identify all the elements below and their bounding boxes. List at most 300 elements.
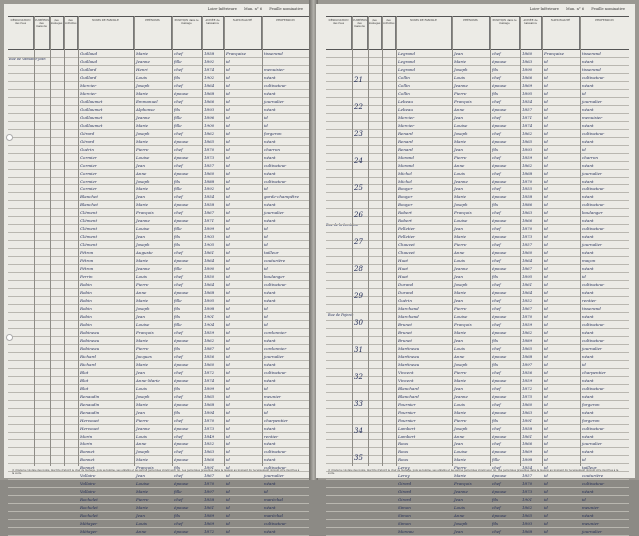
cell-prof: néant	[582, 409, 594, 415]
cell-prof: cultivateur	[264, 465, 287, 471]
cell-prof: cultivateur	[582, 226, 605, 232]
cell-prenom: Louise	[136, 321, 150, 327]
col-house-number: NUMÉROS des maisons	[352, 17, 368, 49]
cell-nom: Chauvet	[398, 250, 415, 256]
cell-nat: id	[544, 497, 548, 503]
table-row	[8, 154, 309, 162]
cell-annee: 1904	[204, 321, 215, 327]
cell-nat: id	[226, 385, 230, 391]
running-head-mun: Mun. n° 6	[244, 7, 263, 11]
cell-nat: id	[226, 465, 230, 471]
table-row	[8, 321, 309, 329]
cell-prof: néant	[582, 513, 594, 519]
cell-prenom: Pierre	[454, 154, 467, 160]
cell-nom: Richard	[80, 361, 96, 367]
cell-nat: id	[226, 90, 230, 96]
cell-nom: Cormier	[80, 178, 97, 184]
cell-prenom: Joseph	[454, 130, 468, 136]
cell-nom: Morand	[398, 154, 414, 160]
cell-nom: Renard	[398, 138, 413, 144]
right-street-note-2: Rue de Pojenis	[328, 313, 354, 317]
cell-nom: Bouyer	[398, 202, 413, 208]
cell-pos: épouse	[492, 489, 507, 495]
table-row	[8, 377, 309, 385]
cell-nat: id	[544, 433, 548, 439]
cell-nat: id	[544, 529, 548, 535]
cell-prof: journalier	[582, 345, 602, 351]
cell-prof: id	[264, 266, 268, 272]
cell-prof: tisserand	[582, 306, 601, 311]
cell-nat: id	[226, 377, 230, 383]
cell-prof: néant	[582, 329, 594, 335]
cell-nom: Roux	[398, 449, 409, 455]
cell-prof: néant	[264, 529, 276, 535]
cell-annee: 1899	[204, 226, 215, 232]
cell-annee: 1896	[204, 114, 215, 120]
cell-nom: Blanchet	[80, 202, 98, 208]
cell-prenom: Louis	[136, 274, 147, 280]
cell-pos: fils	[492, 417, 498, 423]
left-street-note: Rue de Vansaint-Jean	[9, 57, 46, 61]
cell-annee: 1874	[522, 122, 533, 128]
cell-nom: Girard	[398, 497, 412, 503]
cell-pos: épouse	[492, 513, 507, 519]
cell-annee: 1901	[522, 497, 533, 503]
cell-nat: id	[544, 473, 548, 479]
table-row	[326, 289, 629, 297]
cell-prenom: Jeanne	[136, 425, 150, 431]
cell-prof: charron	[582, 154, 599, 160]
cell-pos: chef	[492, 441, 501, 447]
column-rule	[452, 16, 453, 466]
cell-nom: Collin	[398, 82, 410, 88]
cell-prof: id	[582, 90, 586, 96]
cell-prenom: Marie	[454, 138, 467, 144]
cell-pos: chef	[492, 425, 501, 431]
cell-prenom: Marie	[136, 298, 149, 304]
cell-prof: néant	[582, 433, 594, 439]
cell-prenom: Jean	[136, 409, 145, 415]
cell-annee: 1856	[522, 369, 533, 375]
cell-pos: chef	[492, 186, 501, 192]
cell-prenom: Jean	[454, 385, 463, 391]
cell-pos: fils	[174, 313, 180, 319]
cell-prenom: Marie	[136, 457, 149, 463]
table-row	[8, 289, 309, 297]
cell-nat: id	[226, 457, 230, 463]
cell-nom: Huet	[398, 266, 409, 272]
cell-nat: id	[226, 337, 230, 343]
cell-nom: Huet	[398, 258, 409, 264]
cell-prenom: Joseph	[454, 282, 468, 288]
cell-nom: Guillaumet	[80, 106, 103, 112]
cell-annee: 1864	[522, 258, 533, 264]
cell-annee: 1864	[522, 290, 533, 296]
table-row	[326, 297, 629, 305]
cell-nom: Métayer	[80, 529, 97, 535]
cell-nom: Marchand	[398, 313, 419, 319]
cell-prenom: Jean	[454, 298, 463, 304]
cell-prenom: Jean	[136, 513, 145, 519]
cell-prof: cultivateur	[264, 82, 287, 88]
col-nationality: NATIONALITÉ	[542, 17, 580, 49]
cell-prenom: Marie	[454, 377, 467, 383]
cell-prenom: Jean	[454, 146, 463, 152]
cell-annee: 1898	[204, 306, 215, 311]
cell-prof: néant	[582, 353, 594, 359]
cell-nom: Fournier	[398, 417, 416, 423]
house-number: 35	[354, 454, 363, 462]
cell-nom: Simon	[398, 521, 411, 527]
cell-prof: boulanger	[264, 274, 285, 280]
cell-annee: 1875	[522, 393, 533, 399]
cell-nat: id	[544, 505, 548, 511]
cell-annee: 1863	[204, 449, 215, 455]
cell-annee: 1862	[522, 130, 533, 136]
cell-pos: épouse	[492, 218, 507, 224]
cell-prenom: Jeanne	[454, 178, 468, 184]
cell-prenom: Marie	[136, 202, 149, 208]
cell-prenom: Jacques	[136, 353, 152, 359]
cell-nat: id	[226, 433, 230, 439]
cell-nom: Robin	[80, 298, 92, 304]
cell-nom: Clément	[80, 218, 98, 224]
cell-nom: Simon	[398, 505, 411, 511]
cell-pos: chef	[174, 66, 183, 72]
cell-pos: chef	[492, 242, 501, 248]
cell-nom: Bouyer	[398, 186, 413, 192]
cell-nom: Vincent	[398, 369, 414, 375]
cell-nat: id	[544, 170, 548, 176]
cell-prenom: Jean	[454, 274, 463, 280]
cell-pos: fille	[174, 122, 182, 128]
cell-prenom: Joseph	[454, 521, 468, 527]
cell-pos: fils	[492, 361, 498, 367]
cell-annee: 1889	[204, 513, 215, 519]
cell-annee: 1859	[522, 377, 533, 383]
cell-annee: 1861	[204, 250, 215, 256]
table-row	[326, 154, 629, 162]
cell-nom: Morand	[398, 162, 414, 168]
table-row	[326, 337, 629, 345]
cell-pos: épouse	[492, 138, 507, 144]
table-row	[8, 114, 309, 122]
cell-prenom: Joseph	[136, 393, 150, 399]
cell-nat: id	[226, 194, 230, 200]
cell-nat: id	[226, 274, 230, 280]
cell-pos: fils	[174, 345, 180, 351]
cell-prenom: Pierre	[136, 345, 149, 351]
cell-prenom: Pierre	[454, 242, 467, 248]
table-row	[326, 265, 629, 273]
cell-nom: Martineau	[398, 345, 420, 351]
cell-prof: journalier	[582, 441, 602, 447]
column-rule	[172, 16, 173, 466]
cell-prenom: Jeanne	[454, 393, 468, 399]
cell-annee: 1865	[204, 138, 215, 144]
cell-prenom: Pierre	[136, 146, 149, 152]
cell-nat: id	[226, 306, 230, 311]
cell-prenom: Louise	[136, 154, 150, 160]
table-row	[326, 114, 629, 122]
table-row	[326, 74, 629, 82]
cell-nom: Fournier	[398, 409, 416, 415]
cell-prof: néant	[264, 481, 276, 487]
cell-nom: Richard	[80, 353, 96, 359]
cell-prenom: Marie	[136, 337, 149, 343]
cell-nom: Huet	[398, 274, 409, 280]
cell-nom: Clément	[80, 210, 98, 216]
cell-prof: cultivateur	[582, 337, 605, 343]
cell-prof: néant	[582, 393, 594, 399]
table-row	[326, 425, 629, 433]
cell-prof: id	[582, 457, 586, 463]
table-row	[326, 162, 629, 170]
table-row	[8, 170, 309, 178]
table-row	[8, 106, 309, 114]
table-row	[8, 504, 309, 512]
cell-pos: fils	[492, 274, 498, 280]
cell-annee: 1868	[522, 529, 533, 535]
cell-annee: 1872	[522, 385, 533, 391]
column-rule	[368, 16, 369, 466]
cell-annee: 1860	[522, 401, 533, 407]
cell-prenom: Jeanne	[136, 58, 150, 64]
cell-annee: 1864	[204, 258, 215, 264]
cell-nom: Blanchard	[398, 385, 419, 391]
cell-nat: id	[226, 234, 230, 240]
cell-nom: Guérin	[80, 146, 94, 152]
table-row	[8, 138, 309, 146]
cell-nom: Blot	[80, 385, 89, 391]
cell-pos: épouse	[174, 202, 189, 208]
cell-prenom: Jeanne	[136, 114, 150, 120]
cell-pos: fille	[174, 58, 182, 64]
table-row	[326, 409, 629, 417]
cell-prenom: Anne	[136, 290, 147, 296]
cell-pos: chef	[492, 321, 501, 327]
cell-pos: chef	[492, 258, 501, 264]
cell-nom: Guillaumet	[80, 122, 103, 128]
cell-prof: boulanger	[582, 210, 603, 216]
cell-annee: 1895	[522, 274, 533, 280]
cell-pos: épouse	[492, 353, 507, 359]
cell-prof: charron	[264, 146, 281, 152]
cell-annee: 1890	[204, 266, 215, 272]
cell-prenom: Louis	[454, 74, 465, 80]
cell-pos: fils	[174, 409, 180, 415]
table-row	[8, 512, 309, 520]
cell-nom: Moreau	[398, 529, 414, 535]
cell-pos: chef	[492, 529, 501, 535]
table-row	[326, 50, 629, 58]
cell-prof: néant	[582, 138, 594, 144]
house-number: 26	[354, 211, 363, 219]
cell-nom: Lambert	[398, 425, 416, 431]
cell-prenom: Henri	[136, 66, 148, 72]
cell-prenom: Joseph	[454, 66, 468, 72]
cell-prof: id	[582, 146, 586, 152]
cell-pos: fils	[492, 90, 498, 96]
cell-pos: chef	[174, 353, 183, 359]
cell-annee: 1873	[522, 234, 533, 240]
column-rule	[352, 16, 353, 466]
cell-nom: Cormier	[80, 186, 97, 192]
cell-annee: 1865	[204, 393, 215, 399]
cell-pos: chef	[174, 521, 183, 527]
table-row	[8, 425, 309, 433]
cell-pos: chef	[174, 433, 183, 439]
cell-prenom: Jeanne	[454, 82, 468, 88]
cell-annee: 1864	[204, 82, 215, 88]
column-rule	[262, 16, 263, 466]
cell-nom: Renard	[398, 130, 413, 136]
cell-prof: néant	[264, 90, 276, 96]
cell-prenom: Pierre	[136, 497, 149, 503]
cell-annee: 1862	[204, 130, 215, 136]
cell-nom: Pétron	[80, 266, 94, 272]
cell-annee: 1863	[522, 210, 533, 216]
cell-prenom: Marie	[136, 51, 149, 56]
cell-nat: id	[544, 457, 548, 463]
cell-nat: id	[544, 298, 548, 304]
cell-nom: Mercier	[398, 114, 415, 120]
running-head-dept: Loire-Inférieure	[207, 7, 237, 11]
house-number: 23	[354, 130, 363, 138]
table-row	[326, 520, 629, 528]
cell-nom: Robineau	[80, 345, 100, 351]
cell-prenom: Marie	[454, 58, 467, 64]
cell-annee: 1873	[204, 425, 215, 431]
cell-nom: Morin	[80, 433, 93, 439]
cell-prenom: Anne	[136, 170, 147, 176]
cell-prof: id	[264, 489, 268, 495]
cell-annee: 1868	[204, 401, 215, 407]
cell-nom: Leroy	[398, 465, 410, 471]
cell-annee: 1874	[204, 377, 215, 383]
cell-annee: 1849	[204, 433, 215, 439]
cell-prenom: Alphonse	[136, 106, 155, 112]
cell-nat: id	[544, 98, 548, 104]
cell-nat: id	[226, 82, 230, 88]
cell-nom: Guillaumet	[80, 98, 103, 104]
cell-nom: Cormier	[80, 162, 97, 168]
cell-pos: épouse	[174, 218, 189, 224]
cell-prof: id	[264, 226, 268, 232]
cell-nat: id	[544, 82, 548, 88]
cell-nom: Collin	[398, 74, 410, 80]
cell-prof: forgeron	[582, 417, 600, 423]
cell-prenom: Marie	[136, 138, 149, 144]
table-row	[8, 433, 309, 441]
cell-nat: id	[226, 282, 230, 288]
cell-nom: Robin	[80, 321, 92, 327]
cell-annee: 1889	[522, 337, 533, 343]
house-number: 27	[354, 238, 363, 246]
cell-prenom: Marie	[454, 409, 467, 415]
cell-nat: id	[226, 114, 230, 120]
cell-prenom: Louis	[136, 521, 147, 527]
cell-nom: Bonnet	[80, 457, 95, 463]
cell-prof	[264, 58, 310, 65]
table-row	[8, 393, 309, 401]
cell-nat: id	[226, 138, 230, 144]
cell-prof: cultivateur	[582, 385, 605, 391]
cell-prof: id	[582, 361, 586, 367]
cell-prof: id	[582, 497, 586, 503]
cell-annee: 1867	[522, 266, 533, 272]
cell-prenom: Anne	[136, 529, 147, 535]
cell-pos: chef	[492, 401, 501, 407]
cell-annee: 1854	[522, 465, 533, 471]
cell-prof: néant	[582, 82, 594, 88]
cell-pos: chef	[174, 449, 183, 455]
cell-nat: id	[226, 226, 230, 232]
col-individual-number: des individus	[382, 17, 396, 49]
cell-annee: 1870	[522, 178, 533, 184]
cell-pos: fille	[174, 226, 182, 232]
cell-nat: Française	[544, 51, 564, 56]
cell-nat: id	[226, 122, 230, 128]
cell-annee: 1897	[522, 361, 533, 367]
column-rule	[78, 16, 79, 466]
cell-nat: id	[544, 266, 548, 272]
cell-nom: Brunet	[398, 337, 412, 343]
cell-nat: id	[226, 409, 230, 415]
cell-nat: id	[226, 369, 230, 375]
cell-prof: néant	[582, 449, 594, 455]
cell-pos: épouse	[174, 290, 189, 296]
table-row	[8, 345, 309, 353]
cell-pos: chef	[492, 98, 501, 104]
cell-prof: cultivateur	[582, 425, 605, 431]
cell-prenom: Joseph	[454, 425, 468, 431]
cell-annee: 1860	[522, 51, 533, 56]
cell-nat: id	[544, 66, 548, 72]
cell-nat: id	[226, 210, 230, 216]
column-rule	[382, 16, 383, 466]
cell-prenom: Jeanne	[136, 266, 150, 272]
cell-prof: journalier	[264, 210, 284, 216]
cell-prenom: Jean	[454, 186, 463, 192]
cell-nom: Brunet	[398, 321, 412, 327]
cell-annee: 1867	[204, 473, 215, 479]
column-rule	[580, 16, 581, 466]
cell-prenom: Anne	[454, 353, 465, 359]
cell-pos: épouse	[492, 449, 507, 455]
cell-prof: néant	[264, 290, 276, 296]
table-row	[326, 130, 629, 138]
cell-nat: id	[544, 242, 548, 248]
cell-annee: 1857	[522, 242, 533, 248]
table-row	[326, 257, 629, 265]
cell-nat: id	[544, 138, 548, 144]
cell-pos: épouse	[492, 393, 507, 399]
cell-prof: cultivateur	[264, 178, 287, 184]
cell-nat: id	[226, 98, 230, 104]
cell-prof: journalier	[264, 98, 284, 104]
cell-pos: chef	[174, 146, 183, 152]
table-row	[8, 58, 309, 66]
cell-annee: 1855	[522, 186, 533, 192]
cell-pos: fille	[174, 266, 182, 272]
left-page	[4, 4, 313, 535]
column-rule	[224, 16, 225, 466]
cell-nom: Martineau	[398, 361, 420, 367]
cell-nat: id	[226, 66, 230, 72]
cell-annee: 1850	[204, 274, 215, 280]
cell-annee: 1895	[204, 298, 215, 304]
